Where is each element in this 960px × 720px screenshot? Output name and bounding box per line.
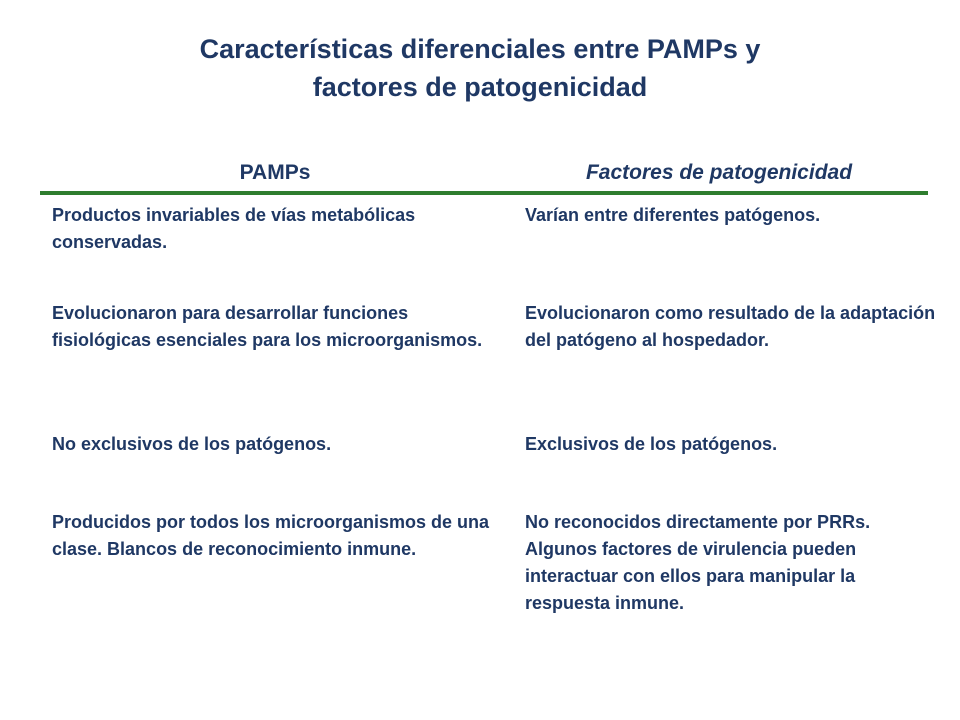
cell-pamps-row-2: Evolucionaron para desarrollar funciones fisiológicas esenciales para los microorganismos. [52,303,483,350]
cell-factores-row-3: Exclusivos de los patógenos. [525,434,778,454]
cell-factores-row-2: Evolucionaron como resultado de la adaptación del patógeno al hospedador. [525,303,936,350]
cell-factores-row-1: Varían entre diferentes patógenos. [525,205,821,225]
cell-pamps-row-4: Producidos por todos los microorganismos de una clase. Blancos de reconocimiento inmune. [52,512,490,559]
slide-title [0,30,960,106]
cell-pamps-row-1: Productos invariables de vías metabólicas conservadas. [52,205,416,252]
column-header-pamps: PAMPs [239,161,311,184]
header-divider [40,191,928,195]
title-line-2: factores de patogenicidad [312,72,648,102]
cell-pamps-row-3: No exclusivos de los patógenos. [52,434,332,454]
title-line-1: Características diferenciales entre PAMPs y [199,34,761,64]
column-header-factores: Factores de patogenicidad [585,161,853,184]
table-header [40,158,928,192]
cell-factores-row-4: No reconocidos directamente por PRRs. Algunos factores de virulencia pueden interactuar con ellos para manipular la respuesta inmune. [525,512,871,613]
